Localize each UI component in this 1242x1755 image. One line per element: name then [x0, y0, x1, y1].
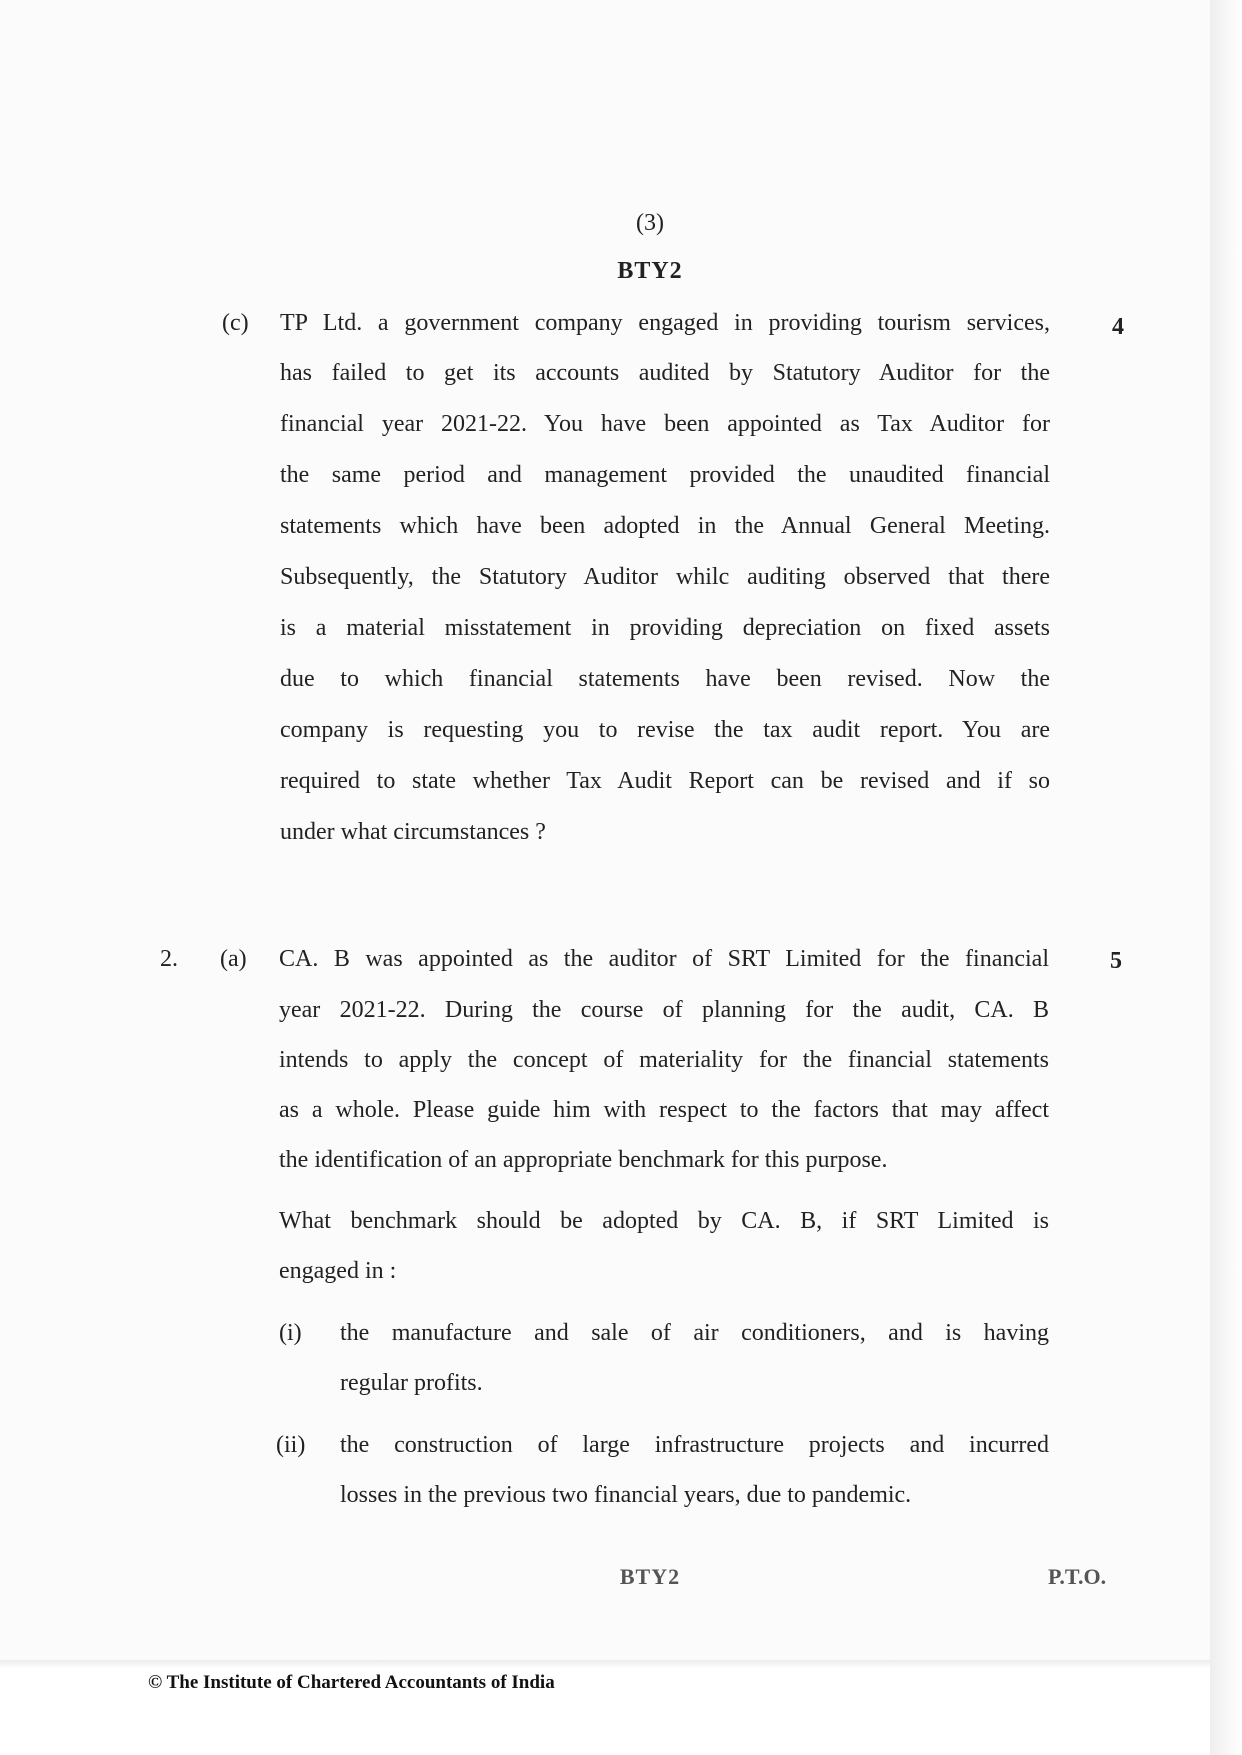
page-bottom-shadow [0, 1660, 1210, 1668]
question-1c-marks: 4 [1112, 314, 1124, 340]
q2a-item-ii-line-1: the construction of large infrastructure projects and incurred [340, 1432, 1049, 1458]
q2a-para2-line-2: engaged in : [279, 1258, 397, 1284]
question-2-number: 2. [160, 946, 178, 972]
q2a-item-i-line-1: the manufacture and sale of air conditioners, and is having [340, 1320, 1049, 1346]
page-number: (3) [636, 210, 664, 236]
q1c-line-8: due to which financial statements have been revised. Now the [280, 666, 1050, 692]
q2a-item-ii-line-2: losses in the previous two financial years, due to pandemic. [340, 1482, 912, 1508]
q1c-line-11: under what circumstances ? [280, 819, 546, 845]
q1c-line-6: Subsequently, the Statutory Auditor whilc auditing observed that there [280, 564, 1050, 590]
question-1c-label: (c) [222, 310, 249, 336]
copyright-notice: © The Institute of Chartered Accountants of India [148, 1672, 555, 1693]
q2a-line-1: CA. B was appointed as the auditor of SRT Limited for the financial [279, 946, 1049, 972]
q1c-line-5: statements which have been adopted in the Annual General Meeting. [280, 513, 1050, 539]
q1c-line-4: the same period and management provided the unaudited financial [280, 462, 1050, 488]
paper-code-footer: BTY2 [619, 1564, 681, 1589]
q2a-item-ii-label: (ii) [276, 1432, 306, 1458]
q2a-para2-line-1: What benchmark should be adopted by CA. B, if SRT Limited is [279, 1208, 1049, 1234]
pto-label: P.T.O. [1048, 1564, 1107, 1589]
q2a-line-2: year 2021-22. During the course of planning for the audit, CA. B [279, 997, 1049, 1023]
q2a-line-5: the identification of an appropriate benchmark for this purpose. [279, 1147, 888, 1173]
q2a-item-i-line-2: regular profits. [340, 1370, 483, 1396]
q1c-line-1: TP Ltd. a government company engaged in providing tourism services, [280, 310, 1050, 336]
q1c-line-10: required to state whether Tax Audit Report can be revised and if so [280, 768, 1050, 794]
q1c-line-9: company is requesting you to revise the tax audit report. You are [280, 717, 1050, 743]
q2a-line-3: intends to apply the concept of materiality for the financial statements [279, 1047, 1049, 1073]
q1c-line-2: has failed to get its accounts audited by Statutory Auditor for the [280, 360, 1050, 386]
q2a-line-4: as a whole. Please guide him with respect to the factors that may affect [279, 1097, 1049, 1123]
paper-code-header: BTY2 [617, 258, 683, 284]
question-2a-label: (a) [220, 946, 247, 972]
question-2a-marks: 5 [1110, 948, 1122, 974]
q2a-item-i-label: (i) [279, 1320, 302, 1346]
q1c-line-7: is a material misstatement in providing depreciation on fixed assets [280, 615, 1050, 641]
q1c-line-3: financial year 2021-22. You have been appointed as Tax Auditor for [280, 411, 1050, 437]
